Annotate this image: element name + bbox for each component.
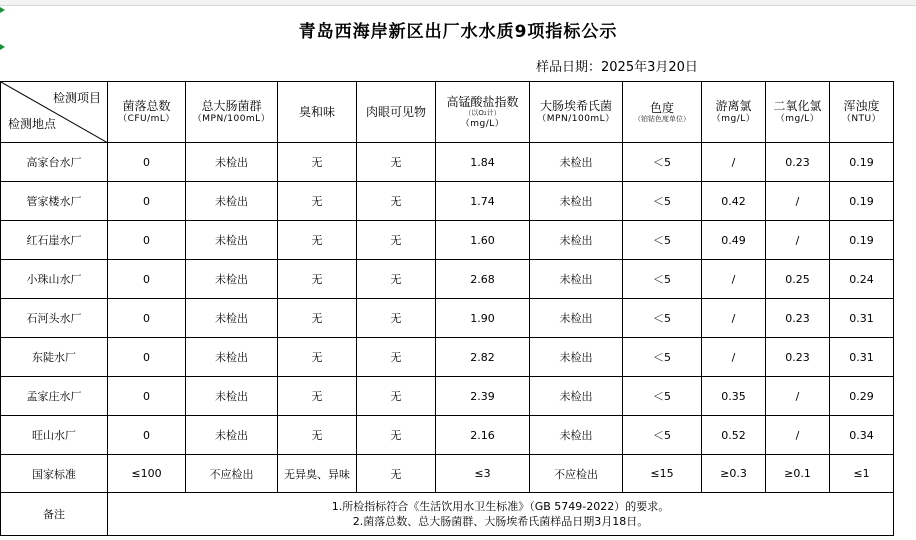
value-cell: / [702, 338, 766, 377]
value-cell: 1.74 [436, 182, 530, 221]
value-cell: / [702, 260, 766, 299]
value-cell: 未检出 [530, 377, 623, 416]
sample-date-value: 2025年3月20日 [601, 60, 698, 75]
column-header-unit: （CFU/mL） [118, 114, 175, 124]
column-header-8 [702, 82, 766, 143]
value-cell: / [702, 299, 766, 338]
column-header-name: 二氧化氯 [773, 99, 822, 113]
value-cell: 0 [108, 143, 186, 182]
column-header-name: 色度 [649, 100, 674, 115]
column-header-name: 肉眼可见物 [365, 105, 426, 119]
plant-name-cell: 旺山水厂 [1, 416, 108, 455]
value-cell: 未检出 [530, 143, 623, 182]
value-cell: 未检出 [186, 143, 278, 182]
value-cell: ＜5 [623, 338, 702, 377]
value-cell: 2.39 [436, 377, 530, 416]
table-row [1, 416, 894, 455]
standard-value-cell: ≥0.3 [702, 455, 766, 493]
value-cell: 1.60 [436, 221, 530, 260]
column-header-unit: （mg/L） [775, 114, 820, 124]
column-header-5 [436, 82, 530, 143]
value-cell: 未检出 [186, 221, 278, 260]
standard-value-cell: ≤1 [830, 455, 894, 493]
value-cell: 无 [357, 143, 436, 182]
value-cell: ＜5 [623, 299, 702, 338]
value-cell: 无 [278, 338, 357, 377]
column-header-6 [530, 82, 623, 143]
value-cell: 2.16 [436, 416, 530, 455]
value-cell: 无 [357, 182, 436, 221]
column-header-4 [357, 82, 436, 143]
standard-row [1, 455, 894, 493]
value-cell: 无 [357, 260, 436, 299]
column-header-10 [830, 82, 894, 143]
value-cell: 0 [108, 299, 186, 338]
sample-date [536, 56, 698, 75]
value-cell: 0.52 [702, 416, 766, 455]
value-cell: 未检出 [186, 416, 278, 455]
column-header-strip [0, 0, 916, 6]
value-cell: 未检出 [186, 338, 278, 377]
value-cell: 0.35 [702, 377, 766, 416]
column-header-unit: （MPN/100mL） [192, 114, 271, 124]
remark-line: 2.菌落总数、总大肠菌群、大肠埃希氏菌样品日期3月18日。 [352, 515, 649, 528]
value-cell: 无 [278, 416, 357, 455]
value-cell: ＜5 [623, 416, 702, 455]
plant-name-cell: 孟家庄水厂 [1, 377, 108, 416]
value-cell: ＜5 [623, 143, 702, 182]
table-row [1, 143, 894, 182]
value-cell: 0.31 [830, 299, 894, 338]
plant-name-cell: 红石崖水厂 [1, 221, 108, 260]
value-cell: 0.24 [830, 260, 894, 299]
remark-line: 1.所检指标符合《生活饮用水卫生标准》（GB 5749-2022）的要求。 [331, 500, 670, 513]
plant-name-cell: 东陡水厂 [1, 338, 108, 377]
value-cell: 0.23 [766, 299, 830, 338]
table-row [1, 299, 894, 338]
plant-name-cell: 管家楼水厂 [1, 182, 108, 221]
value-cell: 未检出 [530, 299, 623, 338]
plant-name-cell: 高家台水厂 [1, 143, 108, 182]
value-cell: 未检出 [530, 182, 623, 221]
value-cell: 0 [108, 221, 186, 260]
value-cell: ＜5 [623, 260, 702, 299]
value-cell: / [702, 143, 766, 182]
header-row [1, 82, 894, 143]
standard-value-cell: 不应检出 [186, 455, 278, 493]
value-cell: / [766, 377, 830, 416]
column-header-name: 高锰酸盐指数 [446, 94, 519, 109]
column-header-2 [186, 82, 278, 143]
table-row [1, 221, 894, 260]
standard-value-cell: 无 [357, 455, 436, 493]
value-cell: 未检出 [186, 299, 278, 338]
value-cell: 0.23 [766, 143, 830, 182]
value-cell: / [766, 182, 830, 221]
value-cell: 0.31 [830, 338, 894, 377]
standard-label-cell: 国家标准 [1, 455, 108, 493]
column-header-unit: （NTU） [841, 114, 882, 124]
corner-header-top: 检测项目 [52, 91, 101, 105]
value-cell: 0 [108, 377, 186, 416]
value-cell: / [766, 416, 830, 455]
value-cell: 0.49 [702, 221, 766, 260]
column-header-1 [108, 82, 186, 143]
column-header-unit: （MPN/100mL） [537, 114, 615, 124]
table-row [1, 260, 894, 299]
value-cell: 1.84 [436, 143, 530, 182]
value-cell: 0.19 [830, 182, 894, 221]
standard-value-cell: 无异臭、异味 [278, 455, 357, 493]
value-cell: 0 [108, 182, 186, 221]
column-header-note: （铂钴色度单位） [634, 114, 690, 123]
column-header-9 [766, 82, 830, 143]
table-row [1, 338, 894, 377]
standard-value-cell: ≤100 [108, 455, 186, 493]
value-cell: 未检出 [530, 260, 623, 299]
value-cell: ＜5 [623, 182, 702, 221]
value-cell: 0 [108, 338, 186, 377]
value-cell: 无 [278, 377, 357, 416]
value-cell: 2.82 [436, 338, 530, 377]
standard-value-cell: ≤15 [623, 455, 702, 493]
value-cell: / [766, 221, 830, 260]
value-cell: 0.19 [830, 221, 894, 260]
column-header-note: （以O₂计） [464, 108, 501, 117]
value-cell: 0.29 [830, 377, 894, 416]
value-cell: 未检出 [530, 221, 623, 260]
water-quality-table [0, 81, 894, 536]
plant-name-cell: 小珠山水厂 [1, 260, 108, 299]
column-header-name: 总大肠菌群 [201, 99, 262, 113]
column-header-unit: （mg/L） [460, 118, 505, 129]
table-row [1, 182, 894, 221]
value-cell: 0.23 [766, 338, 830, 377]
cell-marker-icon [0, 7, 5, 13]
table-row [1, 377, 894, 416]
value-cell: 无 [357, 377, 436, 416]
value-cell: 未检出 [530, 338, 623, 377]
value-cell: 0.25 [766, 260, 830, 299]
value-cell: 无 [357, 299, 436, 338]
value-cell: 0.42 [702, 182, 766, 221]
column-header-name: 大肠埃希氏菌 [539, 99, 612, 113]
sample-date-label: 样品日期： [536, 60, 602, 75]
corner-header-cell [1, 82, 108, 143]
value-cell: 无 [278, 260, 357, 299]
value-cell: 0.34 [830, 416, 894, 455]
value-cell: 0 [108, 416, 186, 455]
column-header-7 [623, 82, 702, 143]
value-cell: 无 [278, 182, 357, 221]
column-header-name: 浑浊度 [843, 99, 880, 113]
column-header-name: 臭和味 [298, 105, 335, 119]
value-cell: 2.68 [436, 260, 530, 299]
remarks-text-cell [108, 493, 894, 536]
standard-value-cell: ≥0.1 [766, 455, 830, 493]
page-title: 青岛西海岸新区出厂水水质9项指标公示 [298, 22, 618, 42]
cell-marker-icon [0, 44, 5, 50]
value-cell: 未检出 [186, 377, 278, 416]
corner-header-bottom: 检测地点 [8, 117, 57, 131]
value-cell: ＜5 [623, 221, 702, 260]
value-cell: 1.90 [436, 299, 530, 338]
column-header-unit: （mg/L） [711, 114, 756, 124]
column-header-name: 菌落总数 [122, 99, 171, 113]
value-cell: 无 [278, 221, 357, 260]
value-cell: 0 [108, 260, 186, 299]
remarks-label-cell: 备注 [1, 493, 108, 536]
value-cell: 无 [357, 416, 436, 455]
standard-value-cell: 不应检出 [530, 455, 623, 493]
value-cell: 无 [357, 221, 436, 260]
column-header-3 [278, 82, 357, 143]
plant-name-cell: 石河头水厂 [1, 299, 108, 338]
value-cell: 0.19 [830, 143, 894, 182]
value-cell: 未检出 [186, 260, 278, 299]
value-cell: 未检出 [530, 416, 623, 455]
standard-value-cell: ≤3 [436, 455, 530, 493]
value-cell: 无 [357, 338, 436, 377]
value-cell: 无 [278, 299, 357, 338]
value-cell: 无 [278, 143, 357, 182]
remarks-row [1, 493, 894, 536]
value-cell: ＜5 [623, 377, 702, 416]
value-cell: 未检出 [186, 182, 278, 221]
column-header-name: 游离氯 [715, 99, 752, 113]
